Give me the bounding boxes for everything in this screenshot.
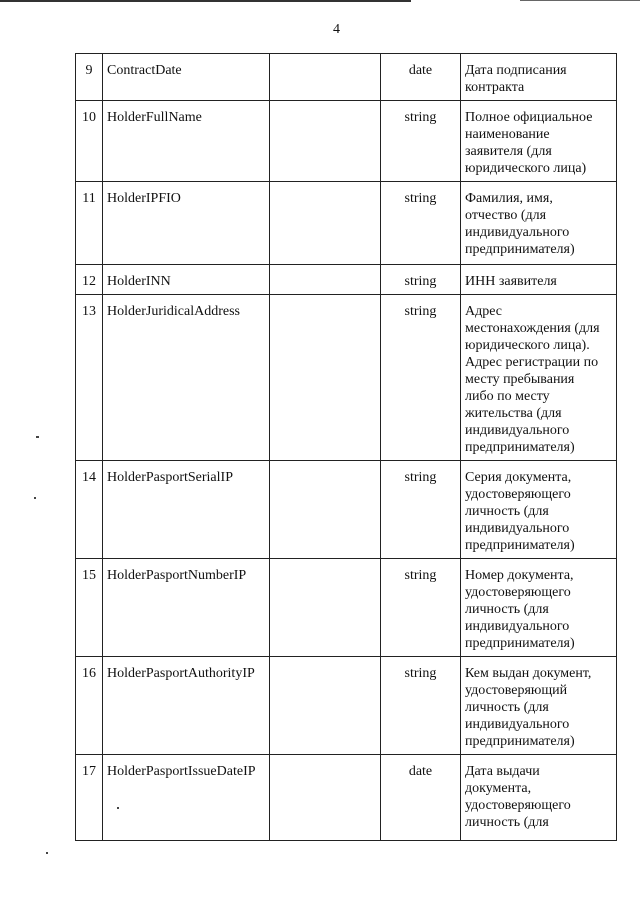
field-name: HolderJuridicalAddress (103, 295, 270, 461)
field-type: string (381, 461, 461, 559)
table-row (76, 461, 617, 559)
table-row (76, 54, 617, 101)
field-name: ContractDate (103, 54, 270, 101)
field-type: string (381, 657, 461, 755)
field-name: HolderPasportAuthorityIP (103, 657, 270, 755)
empty-cell (270, 265, 381, 295)
field-description: Кем выдан документ, удостоверяющий личность (для индивидуального предпринимателя) (461, 657, 617, 755)
table-row (76, 295, 617, 461)
field-name: HolderINN (103, 265, 270, 295)
field-name: HolderIPFIO (103, 182, 270, 265)
row-number: 13 (76, 295, 103, 461)
scan-speck (36, 436, 39, 438)
field-description: Фамилия, имя, отчество (для индивидуального предпринимателя) (461, 182, 617, 265)
field-description: Полное официальное наименование заявителя (для юридического лица) (461, 101, 617, 182)
top-border-line (0, 0, 411, 2)
row-number: 12 (76, 265, 103, 295)
field-type: date (381, 54, 461, 101)
field-description: ИНН заявителя (461, 265, 617, 295)
field-type: string (381, 182, 461, 265)
field-name: HolderPasportSerialIP (103, 461, 270, 559)
empty-cell (270, 295, 381, 461)
table-row (76, 182, 617, 265)
field-description: Номер документа, удостоверяющего личность (для индивидуального предпринимателя) (461, 559, 617, 657)
page-number: 4 (333, 22, 340, 37)
row-number: 9 (76, 54, 103, 101)
row-number: 15 (76, 559, 103, 657)
field-name: HolderPasportIssueDateIP (103, 755, 270, 841)
table-row (76, 657, 617, 755)
field-name: HolderFullName (103, 101, 270, 182)
field-type: date (381, 755, 461, 841)
field-description: Серия документа, удостоверяющего личность (для индивидуального предпринимателя) (461, 461, 617, 559)
field-description: Дата подписания контракта (461, 54, 617, 101)
table-row (76, 265, 617, 295)
field-type: string (381, 559, 461, 657)
scan-speck (117, 807, 119, 809)
field-description: Дата выдачи документа, удостоверяющего личность (для (461, 755, 617, 841)
empty-cell (270, 559, 381, 657)
empty-cell (270, 461, 381, 559)
table-row (76, 101, 617, 182)
field-type: string (381, 295, 461, 461)
row-number: 14 (76, 461, 103, 559)
field-description: Адрес местонахождения (для юридического лица). Адрес регистрации по месту пребывания либо по месту жительства (для индивидуального предпринимателя) (461, 295, 617, 461)
row-number: 11 (76, 182, 103, 265)
empty-cell (270, 755, 381, 841)
top-border-line-right (520, 0, 640, 1)
empty-cell (270, 54, 381, 101)
empty-cell (270, 101, 381, 182)
field-name: HolderPasportNumberIP (103, 559, 270, 657)
empty-cell (270, 182, 381, 265)
row-number: 16 (76, 657, 103, 755)
scan-speck (34, 497, 36, 499)
field-type: string (381, 101, 461, 182)
field-spec-table (75, 53, 617, 841)
table-row (76, 755, 617, 841)
row-number: 10 (76, 101, 103, 182)
table-row (76, 559, 617, 657)
empty-cell (270, 657, 381, 755)
scan-speck (46, 852, 48, 854)
row-number: 17 (76, 755, 103, 841)
field-type: string (381, 265, 461, 295)
